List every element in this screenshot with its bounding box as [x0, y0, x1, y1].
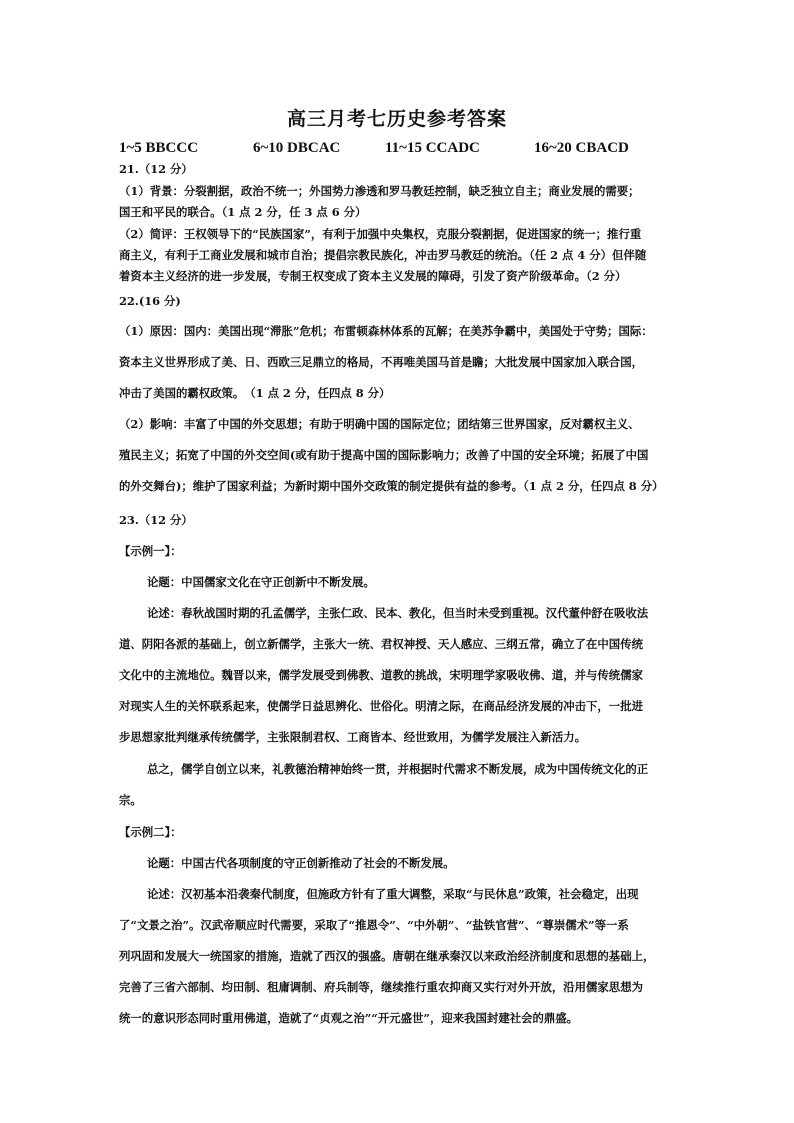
example-one-thesis: 论题：中国儒家文化在守正创新中不断发展。: [147, 575, 375, 589]
example-one-argument-line: 步思想家批判继承传统儒学，主张限制君权、工商皆本、经世致用，为儒学发展注入新活力。: [119, 730, 587, 744]
example-two-argument-line: 论述：汉初基本沿袭秦代制度，但施政方针有了重大调整，采取“与民休息”政策，社会稳定，出现: [147, 887, 639, 901]
example-one-argument-line: 文化中的主流地位。魏晋以来，儒学发展受到佛教、道教的挑战，宋明理学家吸收佛、道，并与传统儒家: [119, 668, 643, 682]
page-title: 高三月考七历史参考答案: [286, 108, 507, 130]
q21-text-line: 商主义，有利于工商业发展和城市自治；提倡宗教民族化，冲击罗马教廷的统治。（任 2 点 4 分）但伴随: [119, 248, 647, 262]
example-two-argument-line: 统一的意识形态同时重用佛道，造就了“贞观之治”“开元盛世”，迎来我国封建社会的鼎盛。: [119, 1011, 579, 1025]
example-two-thesis: 论题：中国古代各项制度的守正创新推动了社会的不断发展。: [147, 856, 455, 870]
q22-text-line: （1）原因：国内：美国出现“滞胀”危机；布雷顿森林体系的瓦解；在美苏争霸中，美国处于守势；国际：: [119, 324, 653, 338]
example-one-argument-line: 对现实人生的关怀联系起来，使儒学日益思辨化、世俗化。明清之际，在商品经济发展的冲击下，一批进: [119, 699, 643, 713]
mc-answer-11-15: 11~15 CCADC: [385, 140, 480, 156]
example-two-argument-line: 了“文景之治”。汉武帝顺应时代需要，采取了“推恩令”、“中外朝”、“盐铁官营”、“尊崇儒术”等一系: [119, 918, 629, 932]
mc-answer-1-5: 1~5 BBCCC: [119, 140, 199, 156]
q21-heading: 21.（12 分）: [119, 162, 193, 176]
q21-text-line: （2）简评：王权领导下的“民族国家”，有利于加强中央集权，克服分裂割据，促进国家的统一；推行重: [119, 227, 642, 241]
example-two-heading: 【示例二】：: [119, 825, 182, 839]
q22-text-line: （2）影响：丰富了中国的外交思想；有助于明确中国的国际定位；团结第三世界国家，反对霸权主义、: [119, 417, 640, 431]
example-two-argument-line: 完善了三省六部制、均田制、租庸调制、府兵制等，继续推行重农抑商又实行对外开放，沿用儒家思想为: [119, 980, 643, 994]
q22-heading: 22.(16 分): [119, 294, 181, 308]
q22-text-line: 的外交舞台)；维护了国家利益；为新时期中国外交政策的制定提供有益的参考。（1 点 2 分，任四点 8 分）: [119, 479, 664, 493]
q21-text-line: 国王和平民的联合。（1 点 2 分，任 3 点 6 分）: [119, 205, 367, 219]
q22-text-line: 资本主义世界形成了美、日、西欧三足鼎立的格局，不再唯美国马首是瞻；大批发展中国家加入联合国，: [119, 355, 643, 369]
q22-text-line: 殖民主义；拓宽了中国的外交空间(或有助于提高中国的国际影响力；改善了中国的安全环境；拓展了中国: [119, 448, 649, 462]
q23-heading: 23.（12 分）: [119, 513, 193, 527]
example-two-argument-line: 列巩固和发展大一统国家的措施，造就了西汉的强盛。唐朝在继承秦汉以来政治经济制度和思想的基础上，: [119, 949, 655, 963]
mc-answer-6-10: 6~10 DBCAC: [253, 140, 341, 156]
example-one-heading: 【示例一】：: [119, 544, 182, 558]
example-one-conclusion-line: 总之，儒学自创立以来，礼教德治精神始终一贯，并根据时代需求不断发展，成为中国传统文化的正: [147, 762, 649, 776]
example-one-argument-line: 道、阴阳各派的基础上，创立新儒学，主张大一统、君权神授、天人感应、三纲五常，确立了在中国传统: [119, 637, 643, 651]
mc-answer-16-20: 16~20 CBACD: [534, 140, 629, 156]
example-one-argument-line: 论述：春秋战国时期的孔孟儒学，主张仁政、民本、教化，但当时未受到重视。汉代董仲舒在吸收法: [147, 606, 649, 620]
q22-text-line: 冲击了美国的霸权政策。 （1 点 2 分，任四点 8 分）: [119, 386, 391, 400]
q21-text-line: （1）背景：分裂割据，政治不统一；外国势力渗透和罗马教廷控制，缺乏独立自主；商业发展的需要；: [119, 184, 640, 198]
example-one-conclusion-line: 宗。: [119, 793, 142, 807]
q21-text-line: 着资本主义经济的进一步发展，专制王权变成了资本主义发展的障碍，引发了资产阶级革命。（2 分）: [119, 269, 627, 283]
